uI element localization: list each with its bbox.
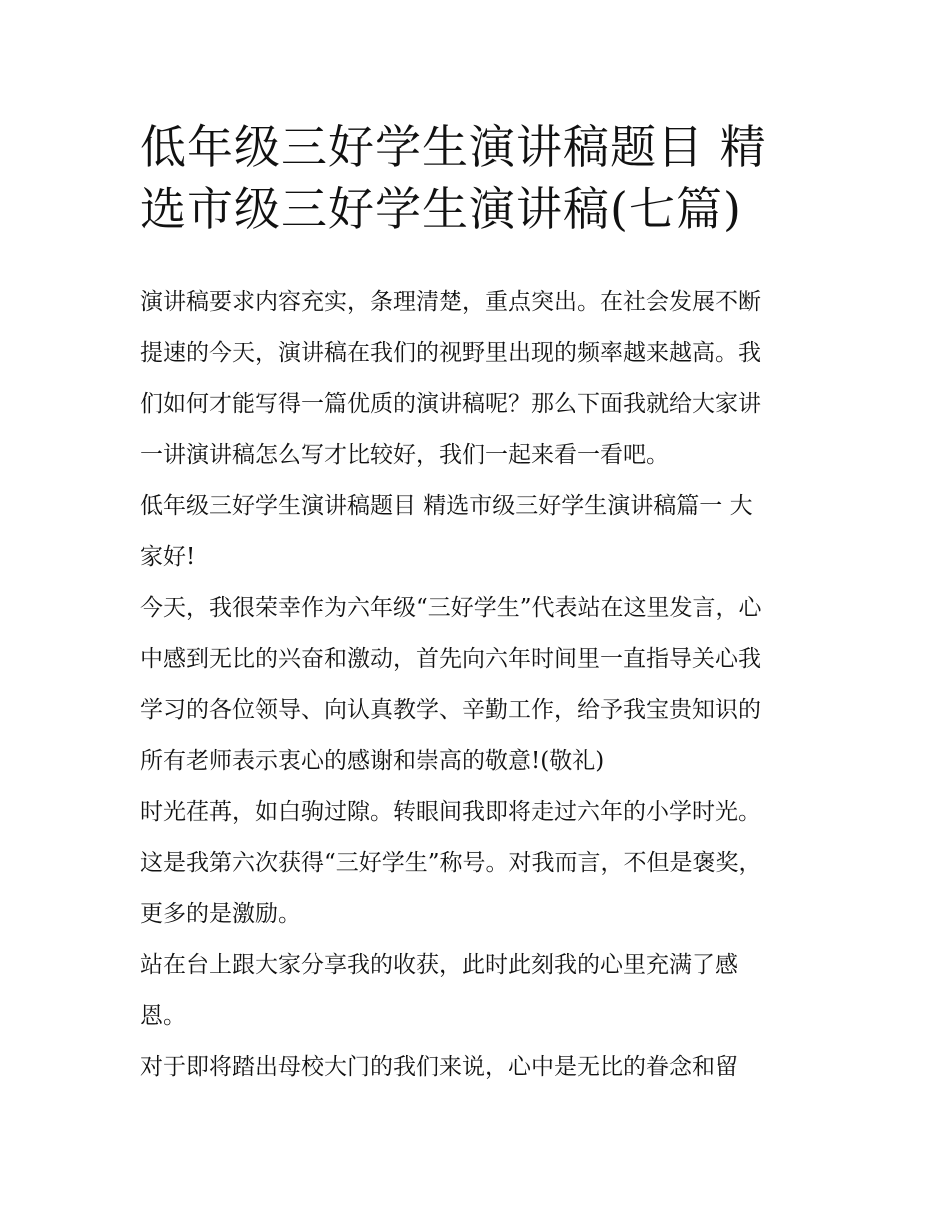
text-line: 时光荏苒，如白驹过隙。转眼间我即将走过六年的小学时光。 [140,799,761,825]
paragraph-greeting [140,583,820,787]
text-line: 家好! [140,544,196,570]
text-line: 对于即将踏出母校大门的我们来说，心中是无比的眷念和留 [140,1054,738,1080]
paragraph-farewell [140,1042,820,1093]
paragraph-gratitude [140,940,820,1042]
text-line: 站在台上跟大家分享我的收获，此时此刻我的心里充满了感 [140,952,738,978]
title-line: 选市级三好学生演讲稿(七篇) [140,182,742,236]
text-line: 中感到无比的兴奋和激动，首先向六年时间里一直指导关心我 [140,646,761,672]
text-line: 低年级三好学生演讲稿题目 精选市级三好学生演讲稿篇一 大 [140,493,753,519]
document-body [140,277,820,1093]
text-line: 所有老师表示衷心的感谢和崇高的敬意!(敬礼) [140,748,605,774]
text-line: 今天，我很荣幸作为六年级“三好学生”代表站在这里发言，心 [140,595,762,621]
text-line: 这是我第六次获得“三好学生”称号。对我而言，不但是褒奖， [140,850,762,876]
text-line: 们如何才能写得一篇优质的演讲稿呢？那么下面我就给大家讲 [140,391,761,417]
paragraph-time [140,787,820,940]
paragraph-section-heading [140,481,820,583]
text-line: 演讲稿要求内容充实，条理清楚，重点突出。在社会发展不断 [140,289,761,315]
text-line: 提速的今天，演讲稿在我们的视野里出现的频率越来越高。我 [140,340,761,366]
title-line: 低年级三好学生演讲稿题目 精 [140,120,767,174]
text-line: 学习的各位领导、向认真教学、辛勤工作，给予我宝贵知识的 [140,697,761,723]
document-title [140,116,820,240]
paragraph-intro [140,277,820,481]
text-line: 恩。 [140,1003,186,1029]
text-line: 更多的是激励。 [140,901,301,927]
text-line: 一讲演讲稿怎么写才比较好，我们一起来看一看吧。 [140,442,669,468]
